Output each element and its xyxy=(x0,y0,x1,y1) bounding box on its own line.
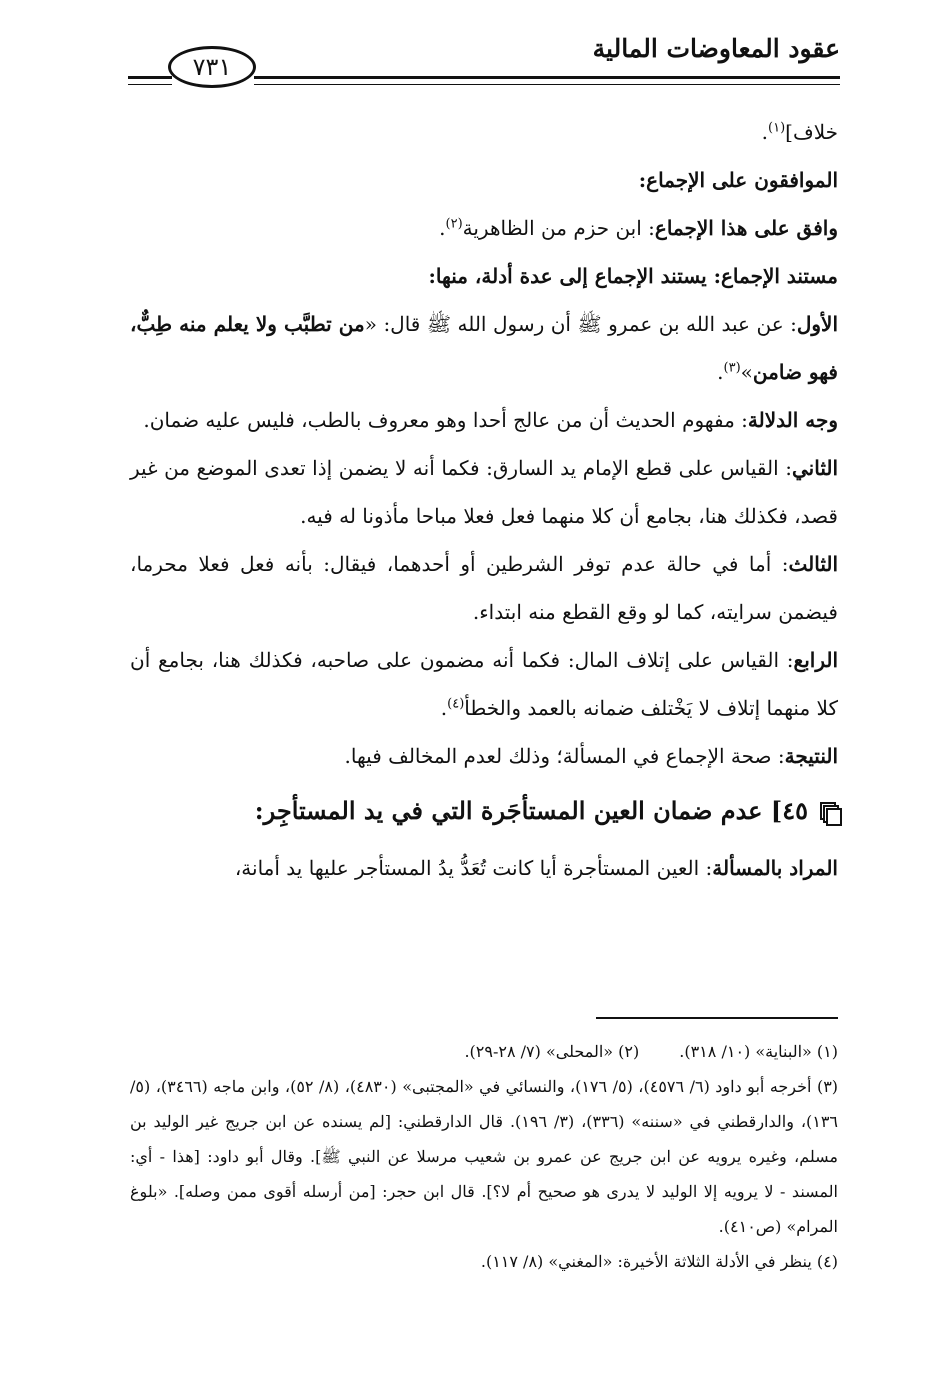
heading-agreeing: الموافقون على الإجماع: xyxy=(638,168,838,192)
paragraph-murad xyxy=(130,844,838,892)
paragraph-fourth xyxy=(130,636,838,732)
paragraph-agree xyxy=(130,204,838,252)
text: : أما في حالة عدم توفر الشرطين أو أحدهما، فيقال: بأنه فعل فعلا محرما، فيضمن سرايته، كما لو وقع القطع منه ابتداء. xyxy=(130,552,838,624)
label-murad: المراد بالمسألة xyxy=(712,856,838,880)
label-agree: وافق على هذا الإجماع xyxy=(654,216,838,240)
paragraph-basis xyxy=(130,252,838,300)
footnote-ref-4: (٤) xyxy=(447,696,465,712)
label-wajh: وجه الدلالة xyxy=(747,408,838,432)
text: » xyxy=(740,360,753,384)
book-title: عقود المعاوضات المالية xyxy=(592,34,840,63)
footnote-ref-1: (١) xyxy=(768,120,786,136)
label-first: الأول xyxy=(796,312,838,336)
pages-icon xyxy=(820,802,838,820)
hadith-quote: من تطبَّب ولا يعلم منه طِبٌّ، فهو ضامن xyxy=(130,312,838,384)
text: . xyxy=(717,360,724,384)
paragraph-second xyxy=(130,444,838,540)
footnote-3: (٣) أخرجه أبو داود (٦/ ٤٥٧٦)، (٥/ ١٧٦)، والنسائي في «المجتبى» (٤٨٣٠)، (٨/ ٥٢)، وابن ماجه (٣٤٦٦)، (٥/ ١٣٦)، والدارقطني في «سننه» (٣٣٦)، (٣/ ١٩٦). قال الدارقطني: [لم يسنده عن ابن جريج غير الوليد بن مسلم، وغيره يرويه عن ابن جريج عن عمرو بن شعيب مرسلا عن النبي ﷺ]. وقال أبو داود: [هذا - أي: المسند - لا يرويه إلا الوليد لا يدرى هو صحيح أم لا؟]. قال ابن حجر: [من أرسله أقوى ممن وصله]. «بلوغ المرام» (ص٤١٠). xyxy=(130,1077,839,1236)
footnote-4: (٤) ينظر في الأدلة الثلاثة الأخيرة: «المغني» (٨/ ١١٧). xyxy=(480,1252,838,1271)
text: . xyxy=(761,120,769,144)
footnote-ref-3: (٣) xyxy=(723,360,741,376)
text: . xyxy=(440,696,448,720)
paragraph-continuation xyxy=(130,108,838,156)
text: . xyxy=(439,216,446,240)
paragraph-wajh xyxy=(130,396,838,444)
footnotes xyxy=(130,1034,838,1279)
text: : القياس على قطع الإمام يد السارق: فكما أنه لا يضمن إذا تعدى الموضع من غير قصد، فكذلك هنا، بجامع أن كلا منهما فعل فعلا مباحا مأذونا له فيه. xyxy=(130,456,838,528)
section-heading-text: ٤٥] عدم ضمان العين المستأجَرة التي في يد المستأجِر: xyxy=(254,796,808,825)
running-header xyxy=(128,28,840,88)
footnote-1: (١) «البناية» (١٠/ ٣١٨). xyxy=(679,1042,838,1061)
text: : صحة الإجماع في المسألة؛ وذلك لعدم المخالف فيها. xyxy=(344,744,785,768)
header-rule xyxy=(254,76,840,85)
page-number: ٧٣١ xyxy=(168,46,256,88)
section-heading xyxy=(130,784,838,838)
text: : مفهوم الحديث أن من عالج أحدا وهو معروف بالطب، فليس عليه ضمان. xyxy=(143,408,748,432)
text: : عن عبد الله بن عمرو ﷺ أن رسول الله ﷺ قال: « xyxy=(364,312,797,336)
footnote-ref-2: (٢) xyxy=(445,216,463,232)
label-third: الثالث xyxy=(788,552,839,576)
text: خلاف] xyxy=(785,120,838,144)
label-basis: مستند الإجماع xyxy=(720,264,838,288)
label-fourth: الرابع xyxy=(793,648,838,672)
paragraph-result xyxy=(130,732,838,780)
footnote-rule xyxy=(596,1017,838,1019)
footnote-row-1-2 xyxy=(130,1034,838,1069)
paragraph-first xyxy=(130,300,838,396)
label-result: النتيجة xyxy=(784,744,838,768)
label-second: الثاني xyxy=(791,456,838,480)
footnote-2: (٢) «المحلى» (٧/ ٢٨-٢٩). xyxy=(464,1042,640,1061)
text: : ابن حزم من الظاهرية xyxy=(462,216,655,240)
text: : يستند الإجماع إلى عدة أدلة، منها: xyxy=(428,264,721,288)
header-rule-left xyxy=(128,76,172,85)
main-text xyxy=(130,108,838,892)
text: : العين المستأجرة أيا كانت تُعَدُّ يدُ المستأجر عليها يد أمانة، xyxy=(234,856,713,880)
text: : القياس على إتلاف المال: فكما أنه مضمون على صاحبه، فكذلك هنا، بجامع أن كلا منهما إتلاف لا يَخْتلف ضمانه بالعمد والخطأ xyxy=(130,648,838,720)
paragraph-third xyxy=(130,540,838,636)
